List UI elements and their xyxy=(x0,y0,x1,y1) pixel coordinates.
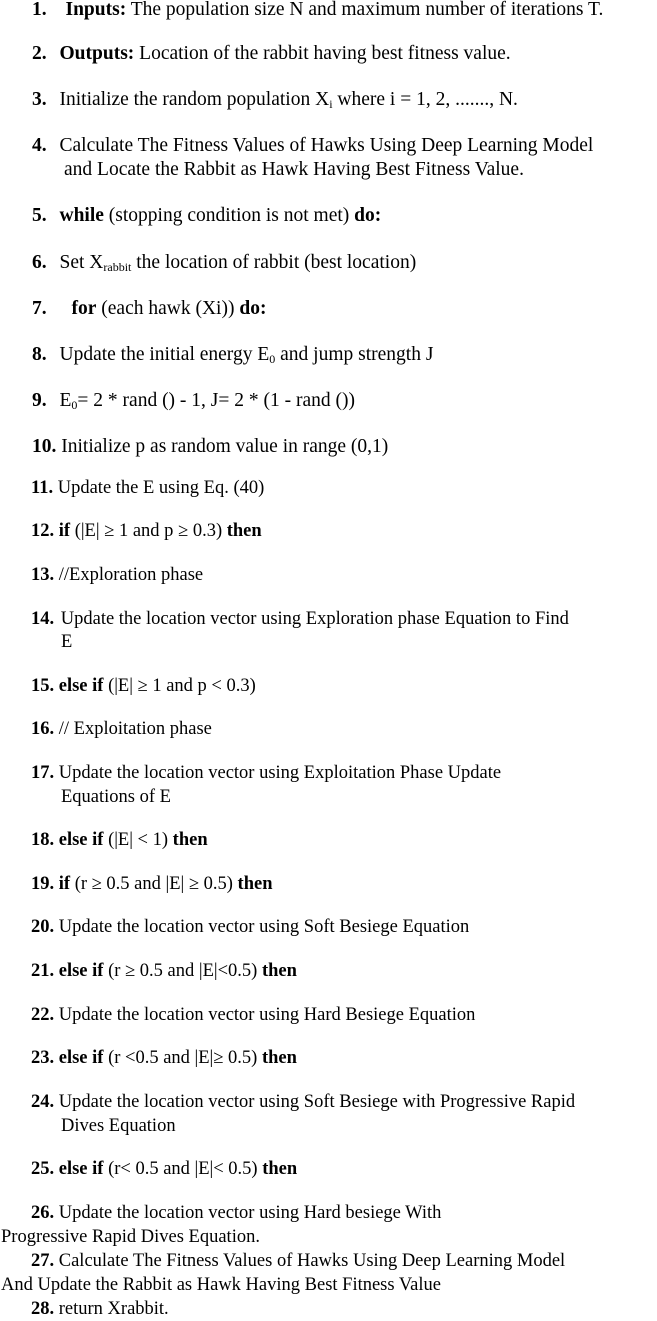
step-number: 5. xyxy=(32,205,47,226)
step-keyword-end: then xyxy=(237,874,273,894)
step-keyword: Outputs: xyxy=(59,43,135,64)
step-subscript: 0 xyxy=(71,398,78,412)
step-text: (|E| ≥ 1 and p ≥ 0.3) xyxy=(70,521,227,541)
step-24 xyxy=(31,1090,575,1114)
step-number: 20. xyxy=(31,917,55,937)
step-text: Update the initial energy E xyxy=(59,344,270,365)
step-26-continuation xyxy=(1,1225,260,1249)
step-keyword-end: then xyxy=(261,1048,297,1068)
step-number: 23. xyxy=(31,1048,55,1068)
step-keyword-end: then xyxy=(262,1159,298,1179)
step-text: return Xrabbit. xyxy=(58,1299,169,1319)
step-8 xyxy=(32,343,433,367)
step-keyword: while xyxy=(59,205,104,226)
step-keyword-end: then xyxy=(172,830,208,850)
step-text: Calculate The Fitness Values of Hawks Using Deep Learning Model xyxy=(58,1251,566,1271)
step-11 xyxy=(31,476,264,500)
step-2 xyxy=(32,42,511,66)
step-text-line2: Equations of E xyxy=(61,787,171,807)
step-text: Initialize p as random value in range (0,1) xyxy=(61,436,389,457)
step-24-continuation xyxy=(61,1114,176,1138)
step-text: Update the location vector using Hard Besiege Equation xyxy=(58,1005,476,1025)
step-text: (r< 0.5 and |E|< 0.5) xyxy=(103,1159,263,1179)
step-20 xyxy=(31,915,469,939)
step-number: 11. xyxy=(31,478,54,498)
step-number: 17. xyxy=(31,763,55,783)
step-number: 2. xyxy=(32,43,47,64)
step-keyword: if xyxy=(58,521,71,541)
step-number: 4. xyxy=(32,135,47,156)
step-19 xyxy=(31,872,272,896)
step-12 xyxy=(31,519,262,543)
step-17 xyxy=(31,761,501,785)
step-4 xyxy=(32,134,593,158)
step-text: (r ≥ 0.5 and |E|<0.5) xyxy=(103,961,262,981)
step-27-continuation xyxy=(1,1273,441,1297)
step-subscript: rabbit xyxy=(103,260,132,274)
step-text: Update the location vector using Soft Besiege Equation xyxy=(58,917,470,937)
step-number: 21. xyxy=(31,961,55,981)
step-18 xyxy=(31,828,208,852)
step-23 xyxy=(31,1046,297,1070)
step-number: 28. xyxy=(31,1299,55,1319)
step-17-continuation xyxy=(61,785,171,809)
step-number: 14. xyxy=(31,609,55,629)
step-number: 25. xyxy=(31,1159,55,1179)
step-number: 26. xyxy=(31,1203,55,1223)
step-text: The population size N and maximum number of iterations T. xyxy=(126,0,604,20)
step-text-line2: Dives Equation xyxy=(61,1116,176,1136)
step-text-tail: and jump strength J xyxy=(275,344,434,365)
step-6 xyxy=(32,251,416,275)
step-4-continuation xyxy=(64,158,524,182)
step-number: 22. xyxy=(31,1005,55,1025)
step-subscript: 0 xyxy=(269,352,276,366)
step-number: 12. xyxy=(31,521,55,541)
step-number: 6. xyxy=(32,252,47,273)
step-number: 19. xyxy=(31,874,55,894)
step-keyword: for xyxy=(71,298,97,319)
step-keyword: else if xyxy=(58,830,104,850)
step-3 xyxy=(32,88,518,112)
step-text-line2: And Update the Rabbit as Hawk Having Best Fitness Value xyxy=(1,1275,441,1295)
step-22 xyxy=(31,1003,475,1027)
step-text-line2: and Locate the Rabbit as Hawk Having Best Fitness Value. xyxy=(64,159,524,180)
step-number: 10. xyxy=(32,436,57,457)
step-subscript: i xyxy=(329,97,333,111)
step-keyword: else if xyxy=(58,1048,104,1068)
step-text: Update the location vector using Exploitation Phase Update xyxy=(58,763,502,783)
step-text: Update the location vector using Soft Besiege with Progressive Rapid xyxy=(58,1092,576,1112)
step-text: (|E| ≥ 1 and p < 0.3) xyxy=(103,676,256,696)
step-number: 13. xyxy=(31,565,55,585)
step-text: // Exploitation phase xyxy=(58,719,212,739)
step-9 xyxy=(32,389,355,413)
step-number: 1. xyxy=(32,0,47,20)
step-keyword: else if xyxy=(58,1159,104,1179)
step-number: 7. xyxy=(32,298,47,319)
step-text: (|E| < 1) xyxy=(103,830,173,850)
step-15 xyxy=(31,674,256,698)
step-text: (r ≥ 0.5 and |E| ≥ 0.5) xyxy=(70,874,238,894)
step-keyword: else if xyxy=(58,961,104,981)
step-text-tail: the location of rabbit (best location) xyxy=(131,252,417,273)
step-text: Location of the rabbit having best fitness value. xyxy=(134,43,511,64)
step-number: 9. xyxy=(32,390,47,411)
step-number: 18. xyxy=(31,830,55,850)
step-text: //Exploration phase xyxy=(58,565,204,585)
step-28 xyxy=(31,1297,169,1321)
step-text: Update the E using Eq. (40) xyxy=(57,478,265,498)
step-text-tail: = 2 * rand () - 1, J= 2 * (1 - rand ()) xyxy=(77,390,356,411)
step-keyword-end: then xyxy=(226,521,262,541)
step-27 xyxy=(31,1249,565,1273)
step-text: Update the location vector using Hard besiege With xyxy=(58,1203,442,1223)
step-keyword-end: do: xyxy=(239,298,267,319)
step-number: 15. xyxy=(31,676,55,696)
step-7 xyxy=(32,297,266,321)
step-text: (stopping condition is not met) xyxy=(103,205,355,226)
step-number: 16. xyxy=(31,719,55,739)
step-text-tail: where i = 1, 2, ......., N. xyxy=(332,89,518,110)
step-1 xyxy=(32,0,603,22)
step-text-line2: Progressive Rapid Dives Equation. xyxy=(1,1227,260,1247)
step-keyword: else if xyxy=(58,676,104,696)
step-text: E xyxy=(59,390,72,411)
step-text-line2: E xyxy=(61,632,73,652)
step-text: Set X xyxy=(59,252,104,273)
step-16 xyxy=(31,717,212,741)
step-14 xyxy=(31,607,569,631)
step-13 xyxy=(31,563,203,587)
step-number: 3. xyxy=(32,89,47,110)
step-keyword: if xyxy=(58,874,71,894)
step-21 xyxy=(31,959,297,983)
step-text: (each hawk (Xi)) xyxy=(96,298,240,319)
step-keyword: Inputs: xyxy=(65,0,127,20)
step-number: 27. xyxy=(31,1251,55,1271)
step-10 xyxy=(32,435,388,459)
step-keyword-end: then xyxy=(261,961,297,981)
step-number: 24. xyxy=(31,1092,55,1112)
step-text: Calculate The Fitness Values of Hawks Using Deep Learning Model xyxy=(59,135,594,156)
step-keyword-end: do: xyxy=(354,205,382,226)
step-14-continuation xyxy=(61,630,72,654)
step-25 xyxy=(31,1157,297,1181)
step-number: 8. xyxy=(32,344,47,365)
step-5 xyxy=(32,204,381,228)
step-26 xyxy=(31,1201,441,1225)
step-text: Update the location vector using Exploration phase Equation to Find xyxy=(60,609,569,629)
step-text: Initialize the random population X xyxy=(59,89,330,110)
step-text: (r <0.5 and |E|≥ 0.5) xyxy=(103,1048,262,1068)
